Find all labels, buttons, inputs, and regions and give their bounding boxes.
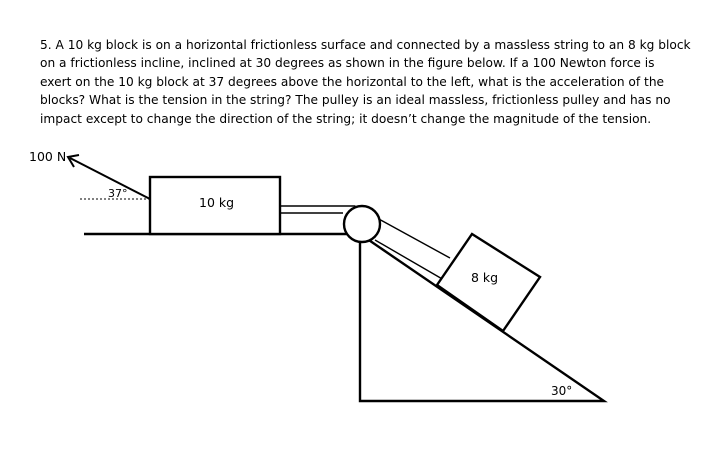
pulley	[344, 206, 380, 242]
problem-line-2: on a frictionless incline, inclined at 30 degrees as shown in the figure below. If a 100 Newton force is	[40, 56, 655, 71]
block-10kg-label: 10 kg	[199, 195, 235, 210]
problem-line-4: blocks? What is the tension in the string? The pulley is an ideal massless, frictionless pulley and has no	[40, 93, 671, 108]
block-8kg-label: 8 kg	[471, 270, 499, 285]
string-incline-bottom	[375, 240, 444, 280]
problem-line-5: impact except to change the direction of the string; it doesn’t change the magnitude of the tension.	[40, 111, 652, 126]
force-label: 100 N	[29, 149, 67, 164]
incline-angle-label: 30°	[551, 384, 573, 398]
problem-line-1: 5. A 10 kg block is on a horizontal frictionless surface and connected by a massless string to an 8 kg block	[40, 38, 691, 52]
force-angle-label: 37°	[108, 187, 128, 200]
problem-line-3: exert on the 10 kg block at 37 degrees above the horizontal to the left, what is the acceleration of the	[40, 74, 665, 89]
